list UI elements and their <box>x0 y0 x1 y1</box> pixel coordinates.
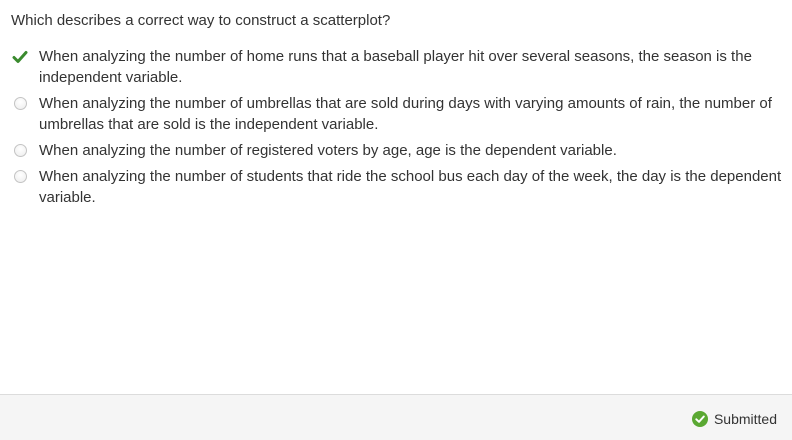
answer-option-2-text: When analyzing the number of umbrellas that are sold during days with varying amounts of rain, the number of umbrellas that are sold is the independent variable. <box>39 95 772 133</box>
radio-icon[interactable] <box>12 96 28 112</box>
answer-option-2[interactable] <box>12 93 782 135</box>
answer-option-3[interactable] <box>12 140 782 161</box>
submission-status <box>692 411 777 427</box>
checkmark-icon <box>12 49 28 65</box>
question-text: Which describes a correct way to construct a scatterplot? <box>11 12 391 29</box>
check-circle-icon <box>692 411 708 427</box>
answer-option-1-text: When analyzing the number of home runs that a baseball player hit over several seasons, the season is the independent variable. <box>39 48 752 86</box>
answer-option-3-text: When analyzing the number of registered voters by age, age is the dependent variable. <box>39 142 617 159</box>
answer-option-1[interactable] <box>12 46 782 88</box>
answer-options <box>12 46 782 208</box>
answer-option-4[interactable] <box>12 166 782 208</box>
answer-option-4-text: When analyzing the number of students that ride the school bus each day of the week, the day is the dependent variable. <box>39 168 782 206</box>
status-label: Submitted <box>713 411 777 427</box>
footer-bar <box>0 394 792 440</box>
radio-icon[interactable] <box>12 143 28 159</box>
radio-icon[interactable] <box>12 169 28 185</box>
